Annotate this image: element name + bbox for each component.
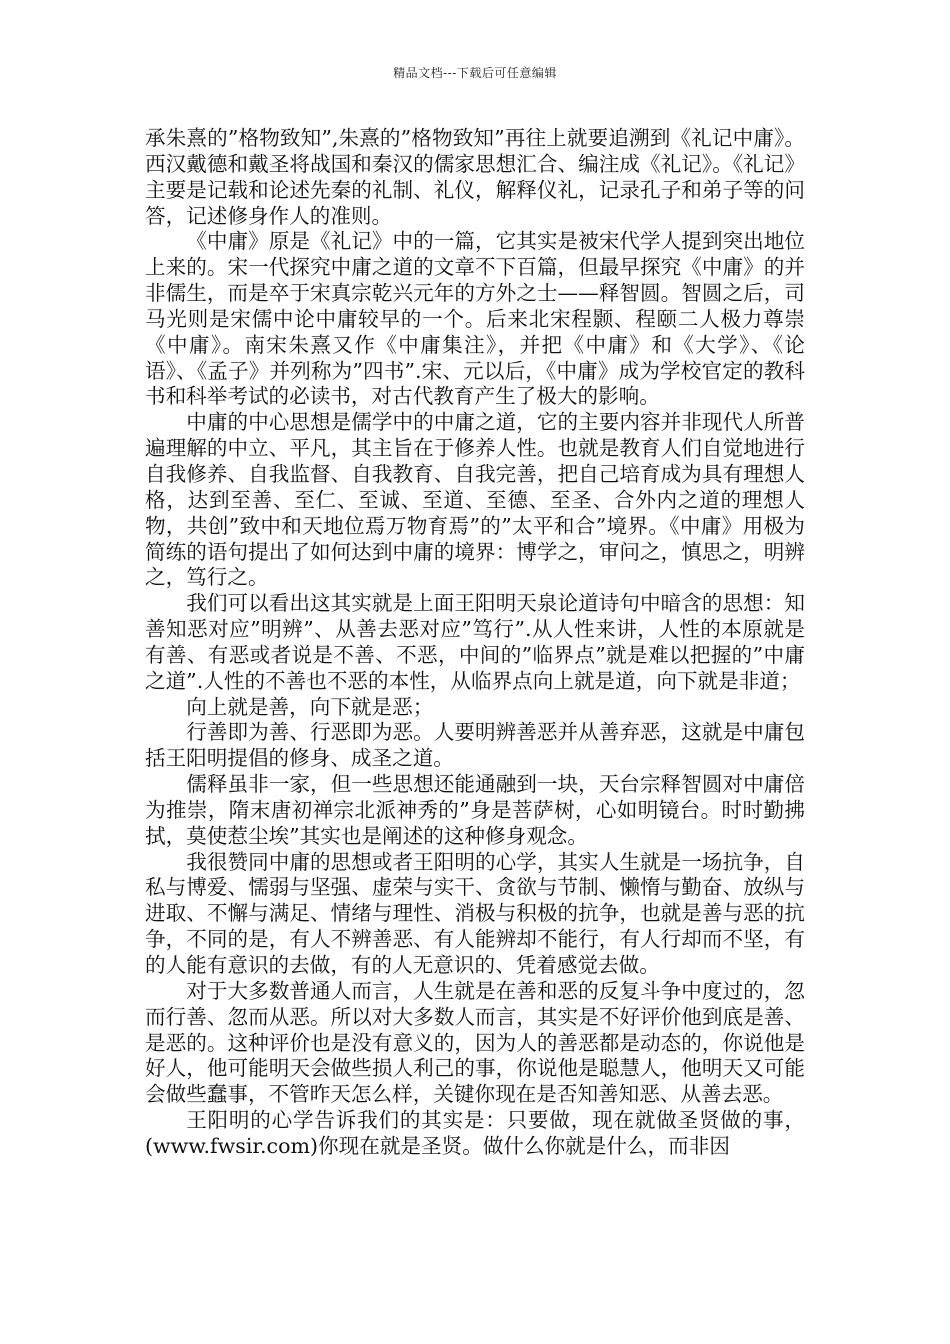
paragraph: 王阳明的心学告诉我们的其实是：只要做，现在就做圣贤做的事，(www.fwsir.com)你现在就是圣贤。做什么你就是什么，而非因	[145, 1108, 805, 1158]
paragraph: 我们可以看出这其实就是上面王阳明天泉论道诗句中暗含的思想：知善知恶对应”明辨”、从善去恶对应”笃行”.从人性来讲，人性的本原就是有善、有恶或者说是不善、不恶，中间的”临界点”就是难以把握的”中庸之道”.人性的不善也不恶的本性，从临界点向上就是道，向下就是非道；	[145, 591, 805, 693]
paragraph: 行善即为善、行恶即为恶。人要明辨善恶并从善弃恶，这就是中庸包括王阳明提倡的修身、成圣之道。	[145, 720, 805, 771]
paragraph: 向上就是善，向下就是恶；	[186, 694, 434, 719]
paragraph: 对于大多数普通人而言，人生就是在善和恶的反复斗争中度过的，忽而行善、忽而从恶。所以对大多数人而言，其实是不好评价他到底是善、是恶的。这种评价也是没有意义的，因为人的善恶都是动态的，你说他是好人，他可能明天会做些损人利己的事，你说他是聪慧人，他明天又可能会做些蠢事，不管昨天怎么样，关键你现在是否知善知恶、从善去恶。	[145, 978, 805, 1107]
paragraph: 中庸的中心思想是儒学中的中庸之道，它的主要内容并非现代人所普遍理解的中立、平凡，其主旨在于修养人性。也就是教育人们自觉地进行自我修养、自我监督、自我教育、自我完善，把自己培育成为具有理想人格，达到至善、至仁、至诚、至道、至德、至圣、合外内之道的理想人物，共创”致中和天地位焉万物育焉”的”太平和合”境界。《中庸》用极为简练的语句提出了如何达到中庸的境界：博学之，审问之，慎思之，明辨之，笃行之。	[145, 410, 805, 590]
paragraph: 儒释虽非一家，但一些思想还能通融到一块，天台宗释智圆对中庸倍为推崇，隋末唐初禅宗北派神秀的”身是菩萨树，心如明镜台。时时勤拂拭，莫使惹尘埃”其实也是阐述的这种修身观念。	[145, 772, 805, 848]
paragraph: 《中庸》原是《礼记》中的一篇，它其实是被宋代学人提到突出地位上来的。宋一代探究中庸之道的文章不下百篇，但最早探究《中庸》的并非儒生，而是卒于宋真宗乾兴元年的方外之士——释智圆。智圆之后，司马光则是宋儒中论中庸较早的一个。后来北宋程颢、程颐二人极力尊崇《中庸》。南宋朱熹又作《中庸集注》，并把《中庸》和《大学》、《论语》、《孟子》并列称为”四书”.宋、元以后，《中庸》成为学校官定的教科书和科举考试的必读书，对古代教育产生了极大的影响。	[145, 229, 805, 409]
paragraph: 承朱熹的”格物致知”,朱熹的”格物致知”再往上就要追溯到《礼记中庸》。西汉戴德和戴圣将战国和秦汉的儒家思想汇合、编注成《礼记》。《礼记》主要是记载和论述先秦的礼制、礼仪，解释仪礼，记录孔子和弟子等的问答，记述修身作人的准则。	[145, 126, 805, 228]
document-body	[145, 126, 805, 1160]
paragraph: 我很赞同中庸的思想或者王阳明的心学，其实人生就是一场抗争，自私与博爱、懦弱与坚强、虚荣与实干、贪欲与节制、懒惰与勤奋、放纵与进取、不懈与满足、情绪与理性、消极与积极的抗争，也就是善与恶的抗争，不同的是，有人不辨善恶、有人能辨却不能行，有人行却而不坚，有的人能有意识的去做，有的人无意识的、凭着感觉去做。	[145, 849, 805, 977]
page-header: 精品文档---下载后可任意编辑	[393, 66, 557, 80]
